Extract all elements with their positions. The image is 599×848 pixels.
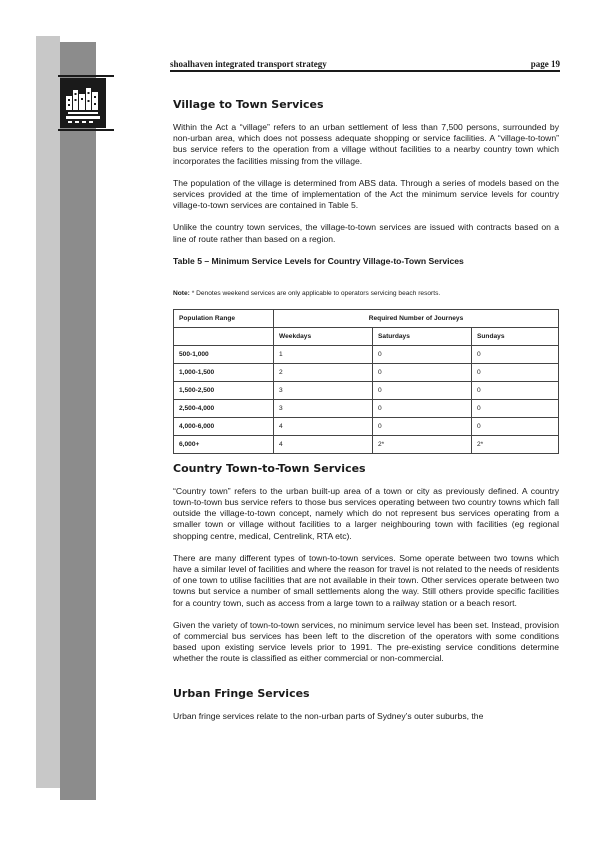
header-rule	[170, 70, 560, 72]
cell-range: 6,000+	[174, 435, 274, 453]
cell-range: 4,000-6,000	[174, 417, 274, 435]
table-row	[174, 345, 559, 363]
paragraph: Given the variety of town-to-town services, no minimum service level has been set. Instead, provision of commercial bus services has been left to the discretion of the operators with some conditions based upon existing service levels prior to 1991. The pre-existing service conditions determine whether the route is classified as either commercial or non-commercial.	[173, 619, 559, 664]
section-heading-village: Village to Town Services	[173, 98, 324, 111]
document-title: shoalhaven integrated transport strategy	[170, 59, 327, 69]
page-number: page 19	[530, 59, 560, 69]
header-weekdays: Weekdays	[274, 327, 373, 345]
cell-sundays: 2*	[472, 435, 559, 453]
cell-range: 500-1,000	[174, 345, 274, 363]
table-row	[174, 381, 559, 399]
page-content	[173, 98, 559, 733]
section-heading-country: Country Town-to-Town Services	[173, 461, 366, 475]
logo-rule-bottom	[58, 129, 114, 131]
cell-sundays: 0	[472, 417, 559, 435]
note-text: * Denotes weekend services are only applicable to operators servicing beach resorts.	[191, 289, 441, 297]
cell-weekdays: 1	[274, 345, 373, 363]
cell-saturdays: 0	[373, 345, 472, 363]
cell-saturdays: 2*	[373, 435, 472, 453]
cell-range: 1,500-2,500	[174, 381, 274, 399]
decorative-band-light	[36, 36, 60, 788]
table-header-row	[174, 309, 559, 327]
table-row	[174, 435, 559, 453]
cell-sundays: 0	[472, 381, 559, 399]
decorative-band-dark	[60, 42, 96, 800]
cell-sundays: 0	[472, 399, 559, 417]
paragraph: The population of the village is determined from ABS data. Through a series of models based on the services provided at the time of implementation of the Act the minimum service levels for country village-to-town services are contained in Table 5.	[173, 177, 559, 211]
cell-weekdays: 3	[274, 399, 373, 417]
cell-weekdays: 4	[274, 417, 373, 435]
cell-saturdays: 0	[373, 363, 472, 381]
table-row	[174, 363, 559, 381]
empty-cell	[174, 327, 274, 345]
cell-range: 1,000-1,500	[174, 363, 274, 381]
header-saturdays: Saturdays	[373, 327, 472, 345]
cell-weekdays: 4	[274, 435, 373, 453]
paragraph: “Country town” refers to the urban built-up area of a town or city as previously defined. A country town-to-town bus service refers to those bus services operating between two country towns which fall outside the village-to-town concept, namely which do not represent bus services operating from a smaller town or village without facilities to a larger neighbouring town with facilities (eg regional shopping centre, medical, Centrelink, RTA etc).	[173, 485, 559, 541]
table-row	[174, 399, 559, 417]
cell-sundays: 0	[472, 363, 559, 381]
section-heading-urban: Urban Fringe Services	[173, 686, 310, 700]
table-note	[173, 290, 559, 297]
paragraph: Urban fringe services relate to the non-urban parts of Sydney’s outer suburbs, the	[173, 710, 484, 721]
header-sundays: Sundays	[472, 327, 559, 345]
town-skyline-icon	[60, 78, 106, 128]
cell-saturdays: 0	[373, 381, 472, 399]
logo-rule-top	[58, 75, 114, 77]
cell-weekdays: 3	[274, 381, 373, 399]
cell-saturdays: 0	[373, 399, 472, 417]
cell-weekdays: 2	[274, 363, 373, 381]
service-levels-table	[173, 309, 559, 454]
header-population: Population Range	[174, 309, 274, 327]
cell-saturdays: 0	[373, 417, 472, 435]
paragraph: Unlike the country town services, the village-to-town services are issued with contracts based on a line of route rather than based on a region.	[173, 222, 559, 244]
cell-range: 2,500-4,000	[174, 399, 274, 417]
note-label: Note:	[173, 289, 190, 297]
header-required: Required Number of Journeys	[274, 309, 559, 327]
table-row	[174, 417, 559, 435]
table-title: Table 5 – Minimum Service Levels for Country Village-to-Town Services	[173, 255, 464, 266]
paragraph: There are many different types of town-to-town services. Some operate between two towns which have a similar level of facilities and where the reason for travel is not related to the needs of residents of one town to utilise facilities that are not available in their town. Other services operate between two towns but service a number of small settlements along the way. Still others provide specific facilities for a country town, such as access from a large town to a railway station or a beach resort.	[173, 552, 559, 608]
table-subheader-row	[174, 327, 559, 345]
cell-sundays: 0	[472, 345, 559, 363]
paragraph: Within the Act a “village” refers to an urban settlement of less than 7,500 persons, surrounded by non-urban area, which does not possess adequate shopping or service facilities. A “village-to-town” bus service refers to the operation from a village without facilities to a nearby country town which incorporates the facilities missing from the village.	[173, 122, 559, 166]
